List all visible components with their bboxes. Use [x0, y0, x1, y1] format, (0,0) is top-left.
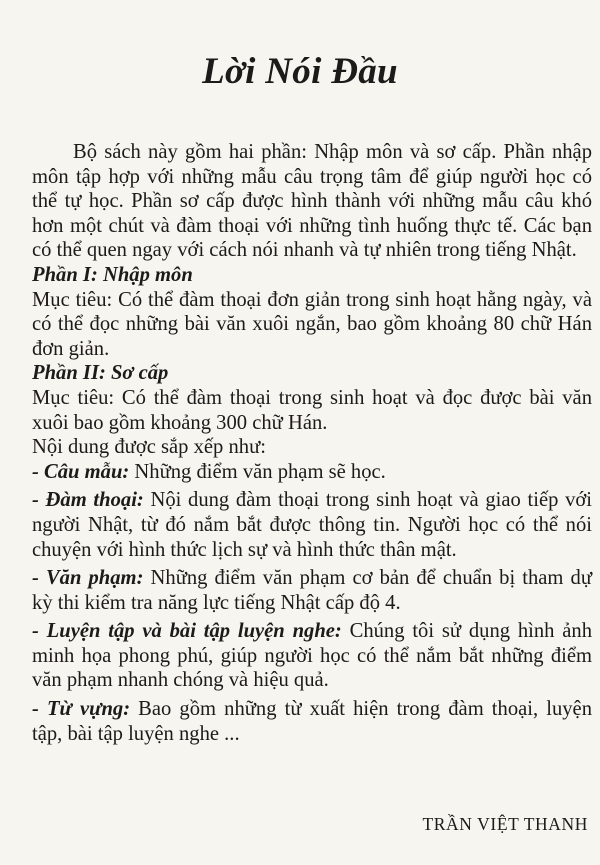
contents-intro: Nội dung được sắp xếp như: [32, 436, 266, 459]
part2-goal: Mục tiêu: Có thể đàm thoại trong sinh hoạt và đọc được bài văn xuôi bao gồm khoảng 300 chữ Hán. [32, 386, 592, 434]
part2-heading: Phần II: Sơ cấp [32, 362, 169, 385]
list-item-luyen-tap [32, 619, 592, 693]
part1-goal: Mục tiêu: Có thể đàm thoại đơn giản trong sinh hoạt hằng ngày, và có thể đọc những bài văn xuôi ngắn, bao gồm khoảng 80 chữ Hán đơn giản. [32, 288, 592, 360]
part1-heading: Phần I: Nhập môn [32, 263, 193, 286]
document-body [32, 140, 592, 746]
item-text: Những điểm văn phạm cơ bản để chuẩn bị tham dự kỳ thi kiểm tra năng lực tiếng Nhật cấp độ 4. [32, 567, 592, 614]
author-signature: TRẦN VIỆT THANH [422, 814, 588, 834]
page-title: Lời Nói Đầu [202, 51, 398, 92]
list-item-tu-vung [32, 697, 592, 746]
item-text: Nội dung đàm thoại trong sinh hoạt và giao tiếp với người Nhật, từ đó nắm bắt được thông tin. Người học có thể nói chuyện với hình thức lịch sự và hình thức thân mật. [32, 489, 592, 561]
item-text: Những điểm văn phạm sẽ học. [129, 460, 386, 483]
item-text: Bao gồm những từ xuất hiện trong đàm thoại, luyện tập, bài tập luyện nghe ... [32, 698, 592, 745]
intro-paragraph: Bộ sách này gồm hai phần: Nhập môn và sơ cấp. Phần nhập môn tập hợp với những mẫu câu trọng tâm để giúp người học có thể tự học. Phần sơ cấp được hình thành với những mẫu câu khó hơn một chút và đàm thoại với những tình huống thực tế. Các bạn có thể quen ngay với cách nói nhanh và tự nhiên trong tiếng Nhật. [32, 141, 592, 262]
list-item-van-pham [32, 566, 592, 615]
item-term: - Luyện tập và bài tập luyện nghe: [32, 620, 342, 643]
item-term: - Câu mẫu: [32, 460, 130, 483]
item-term: - Từ vựng: [32, 698, 131, 721]
item-term: - Văn phạm: [32, 567, 144, 590]
item-text: Chúng tôi sử dụng hình ảnh minh họa phong phú, giúp người học có thể nắm bắt những điểm văn phạm nhanh chóng và hiệu quả. [32, 620, 592, 692]
list-item-dam-thoai [32, 488, 592, 562]
list-item-cau-mau [32, 460, 592, 485]
item-term: - Đàm thoại: [32, 489, 144, 512]
